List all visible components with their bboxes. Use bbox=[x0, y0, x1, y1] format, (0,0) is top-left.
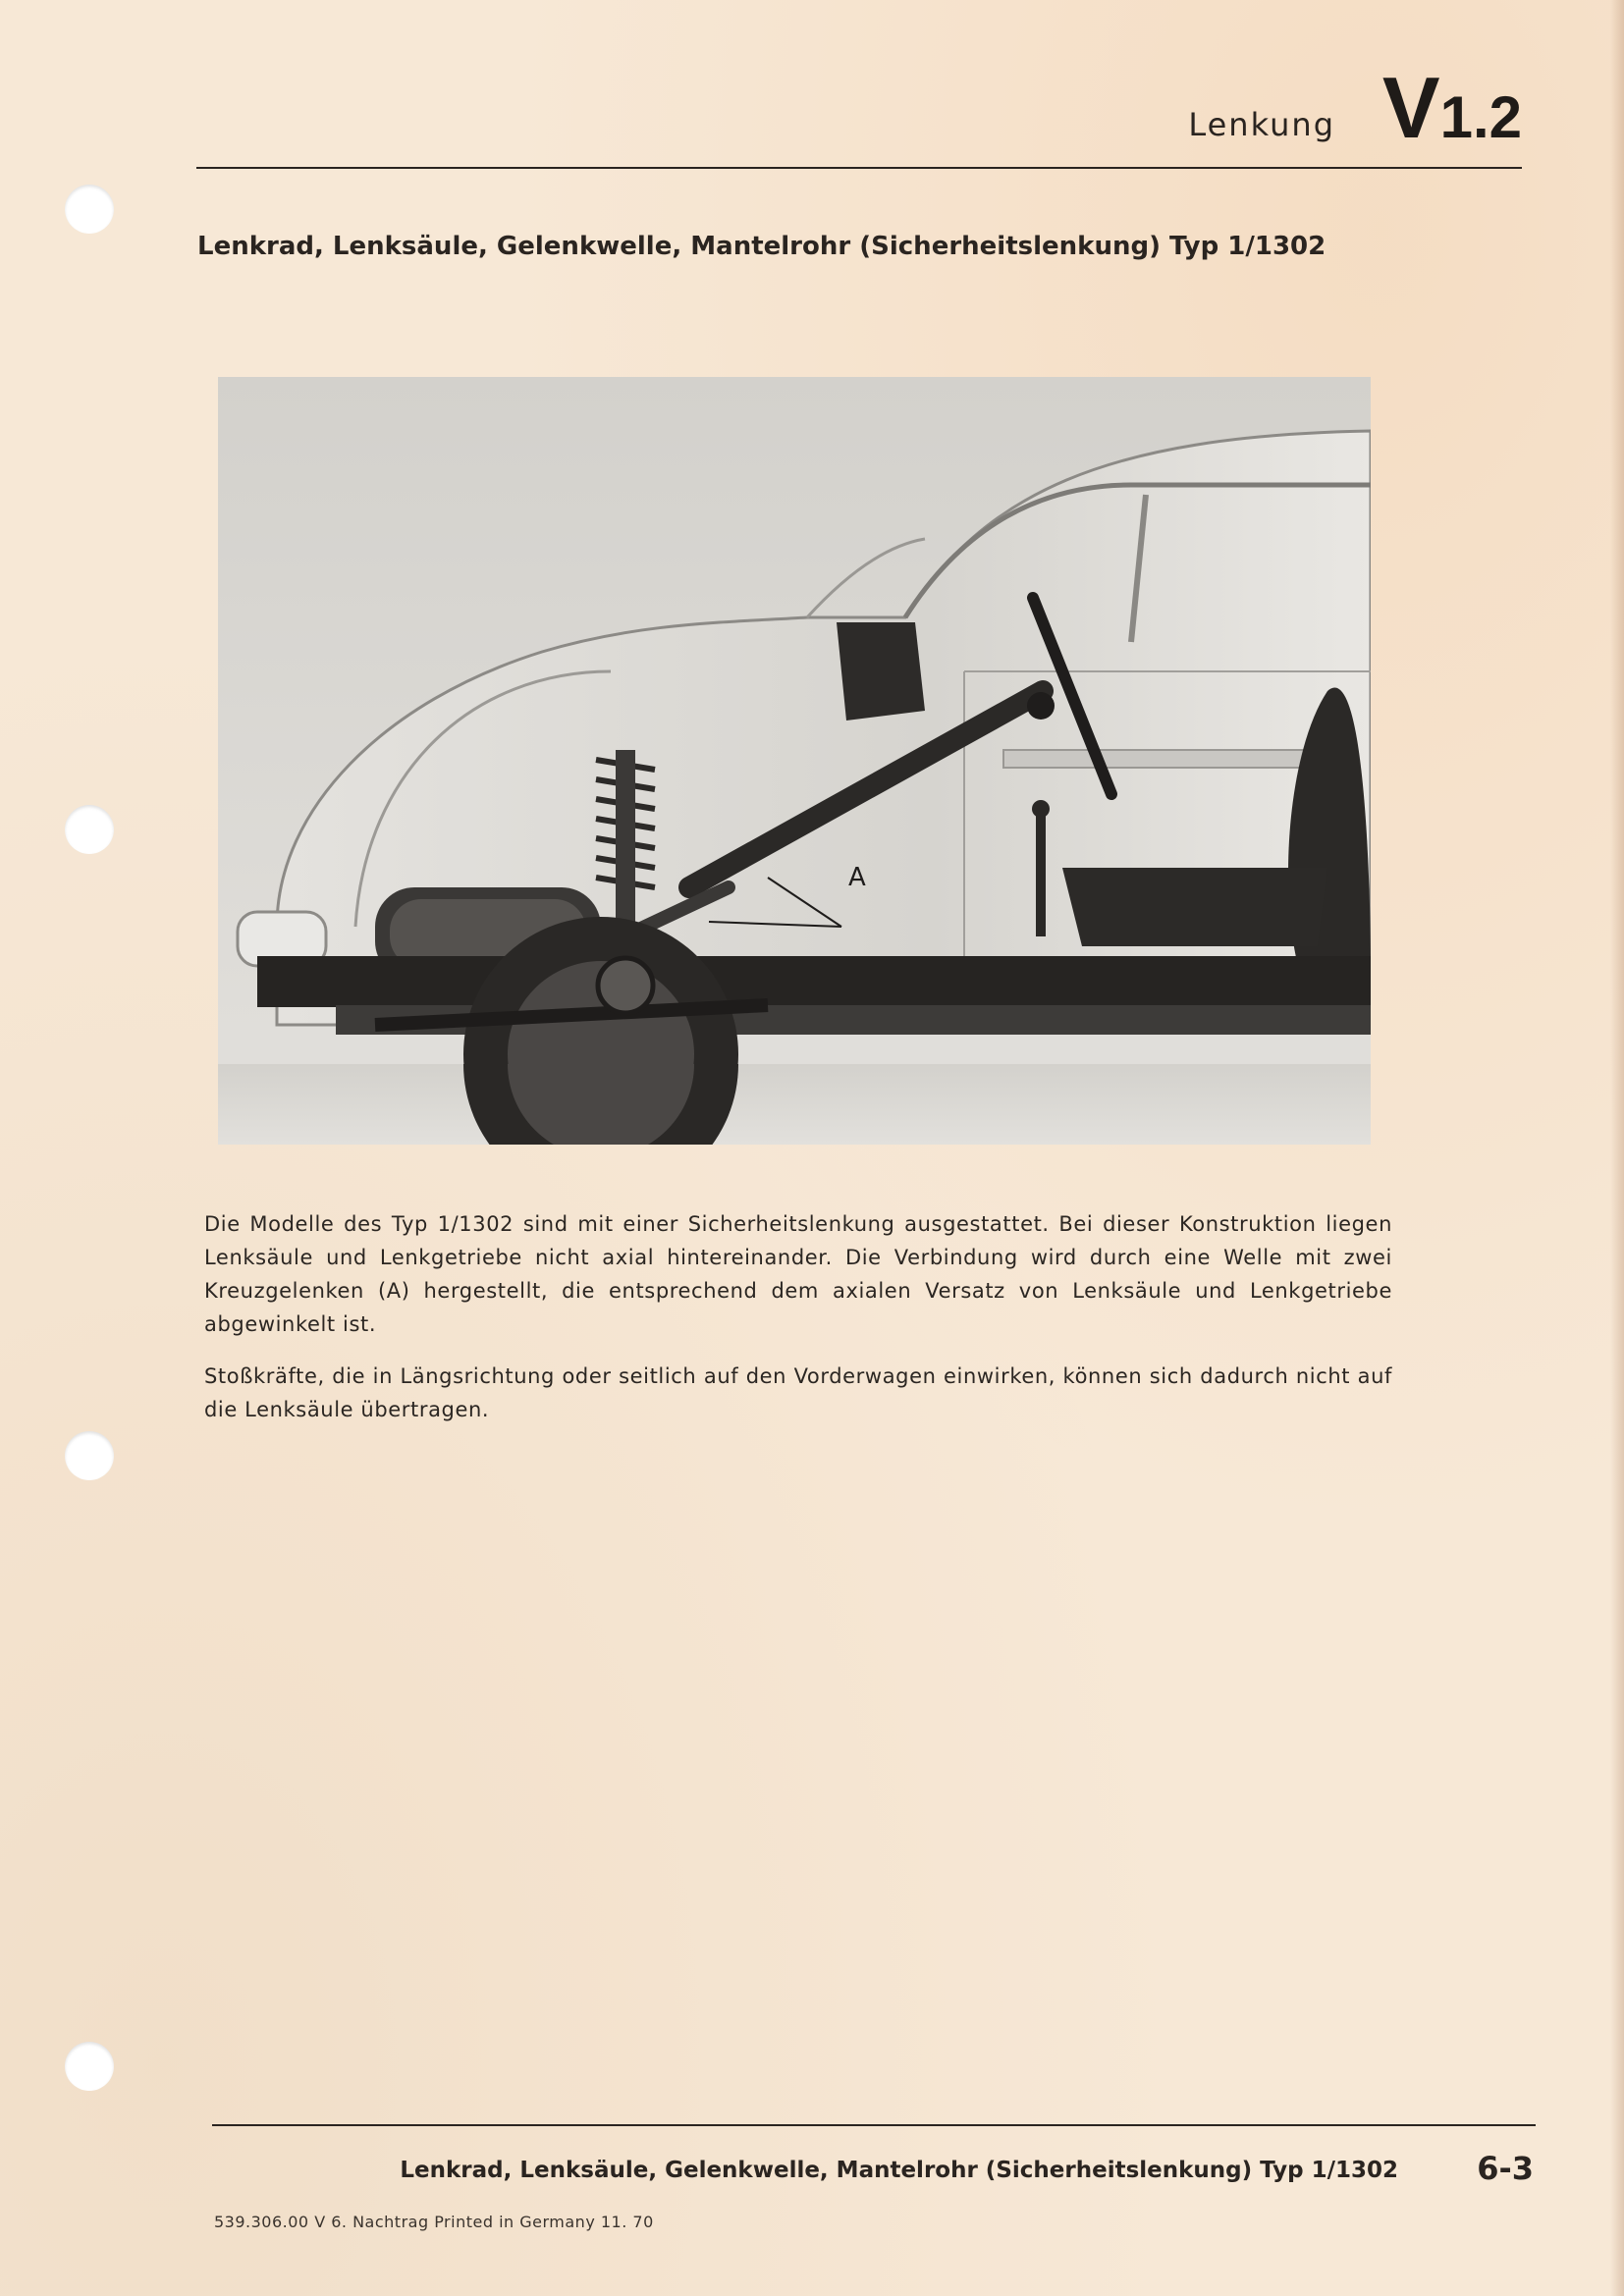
section-label: Lenkung bbox=[1188, 106, 1335, 143]
page-number: 6-3 bbox=[1477, 2150, 1534, 2187]
cutaway-illustration bbox=[218, 377, 1371, 1145]
callout-label-a: A bbox=[848, 863, 866, 892]
punch-hole bbox=[65, 2042, 114, 2091]
header-rule bbox=[196, 167, 1522, 169]
section-code-letter: V bbox=[1381, 59, 1440, 156]
punch-hole bbox=[65, 185, 114, 234]
paper-edge-shadow bbox=[1610, 0, 1624, 2296]
section-code-number: 1.2 bbox=[1439, 84, 1522, 150]
punch-hole bbox=[65, 805, 114, 854]
vehicle-cutaway-drawing bbox=[218, 377, 1371, 1145]
footer-title: Lenkrad, Lenksäule, Gelenkwelle, Mantelrohr (Sicherheitslenkung) Typ 1/1302 bbox=[400, 2158, 1398, 2183]
section-code bbox=[1381, 59, 1522, 156]
print-info: 539.306.00 V 6. Nachtrag Printed in Germany 11. 70 bbox=[214, 2213, 654, 2231]
punch-hole bbox=[65, 1431, 114, 1480]
footer-rule bbox=[212, 2124, 1536, 2126]
body-paragraph-2: Stoßkräfte, die in Längsrichtung oder seitlich auf den Vorderwagen einwirken, können sich dadurch nicht auf die Lenksäule übertragen. bbox=[204, 1364, 1392, 1421]
page-header bbox=[933, 57, 1522, 156]
body-paragraph-1: Die Modelle des Typ 1/1302 sind mit einer Sicherheitslenkung ausgestattet. Bei dieser Konstruktion liegen Lenksäule und Lenkgetriebe nicht axial hintereinander. Die Verbindung wird durch eine Welle mit zwei Kreuzgelenken (A) hergestellt, die entsprechend dem axialen Versatz von Lenksäule und Lenkgetriebe abgewinkelt ist. bbox=[204, 1212, 1392, 1336]
page-title: Lenkrad, Lenksäule, Gelenkwelle, Mantelrohr (Sicherheitslenkung) Typ 1/1302 bbox=[197, 232, 1326, 261]
